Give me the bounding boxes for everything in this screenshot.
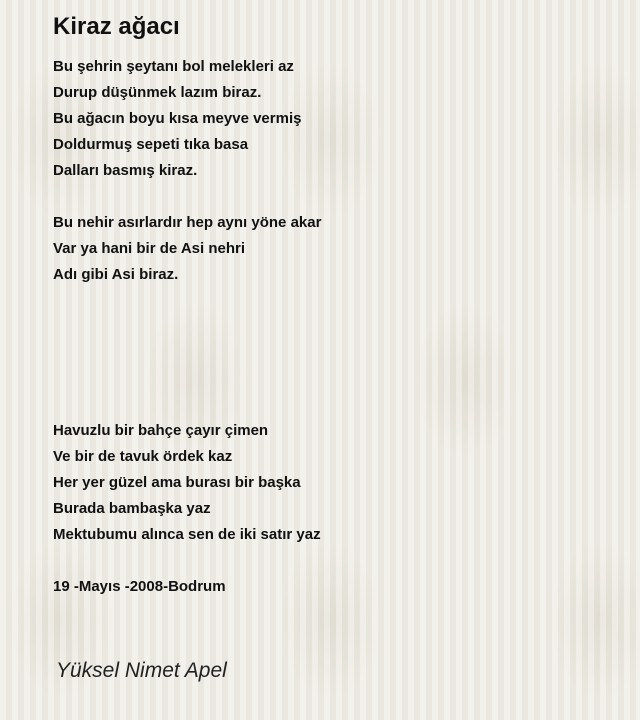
stanza-gap xyxy=(53,314,613,340)
poem-line: Ve bir de tavuk ördek kaz xyxy=(53,448,233,465)
poem-line: Her yer güzel ama burası bir başka xyxy=(53,474,301,491)
poem-line: Mektubumu alınca sen de iki satır yaz xyxy=(53,526,321,543)
poem-line: Adı gibi Asi biraz. xyxy=(53,266,179,283)
stanza-gap xyxy=(53,366,613,392)
stanza-gap xyxy=(53,392,613,418)
poem-line: Durup düşünmek lazım biraz. xyxy=(53,84,262,101)
poem-line: Doldurmuş sepeti tıka basa xyxy=(53,136,249,153)
stanza-2 xyxy=(53,210,613,288)
poem-page xyxy=(53,12,613,600)
poem-line: Bu şehrin şeytanı bol melekleri az xyxy=(53,58,294,75)
poem-line: Burada bambaşka yaz xyxy=(53,500,211,517)
poem-line: Bu nehir asırlardır hep aynı yöne akar xyxy=(53,214,322,231)
poem-title: Kiraz ağacı xyxy=(53,13,180,40)
poem-line: Dalları basmış kiraz. xyxy=(53,162,198,179)
poem-date: 19 -Mayıs -2008-Bodrum xyxy=(53,578,226,595)
stanza-3 xyxy=(53,418,613,548)
poem-line: Havuzlu bir bahçe çayır çimen xyxy=(53,422,269,439)
poem-line: Bu ağacın boyu kısa meyve vermiş xyxy=(53,110,302,127)
stanza-gap xyxy=(53,288,613,314)
stanza-gap xyxy=(53,340,613,366)
stanza-1 xyxy=(53,54,613,184)
stanza-gap xyxy=(53,548,613,574)
stanza-gap xyxy=(53,184,613,210)
poem-body xyxy=(53,54,613,600)
poem-line: Var ya hani bir de Asi nehri xyxy=(53,240,246,257)
poem-author: Yüksel Nimet Apel xyxy=(56,659,227,682)
